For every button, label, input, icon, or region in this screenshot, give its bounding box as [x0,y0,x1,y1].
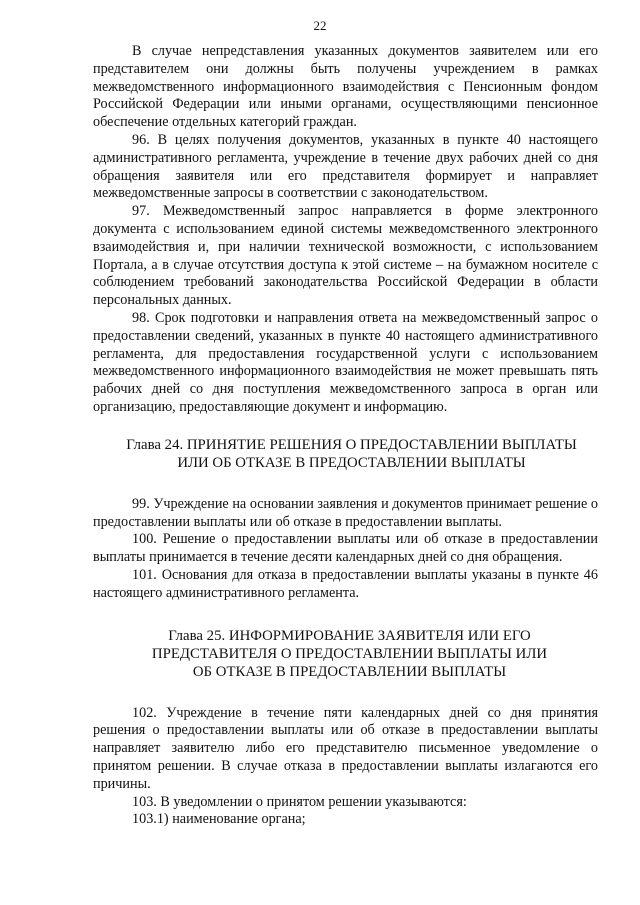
document-body [93,43,598,829]
paragraph-102: 102. Учреждение в течение пяти календарных дней со дня принятия решения о предоставлении выплаты или об отказе в предоставлении выплаты направляет заявителю либо его представителю письменное уведомление о принятом решении. В случае отказа в предоставлении выплаты излагаются его причины. [93,704,598,792]
chapter-25-heading-line-1: Глава 25. ИНФОРМИРОВАНИЕ ЗАЯВИТЕЛЯ ИЛИ ЕГО [168,627,531,644]
paragraph-98: 98. Срок подготовки и направления ответа на межведомственный запрос о предоставлении сведений, указанных в пункте 40 настоящего административного регламента, для предоставления государственной услуги с использованием межведомственного информационного взаимодействия не может превышать пять рабочих дней со дня поступления межведомственного запроса в орган или организацию, предоставляющие документ и информацию. [93,309,598,415]
paragraph-continuation: В случае непредставления указанных документов заявителем или его представителем они должны быть получены учреждением в рамках межведомственного информационного взаимодействия с Пенсионным фондом Российской Федерации или иными органами, осуществляющими пенсионное обеспечение отдельных категорий граждан. [93,43,598,131]
chapter-24-heading [93,436,598,472]
chapter-25-heading-line-3: ОБ ОТКАЗЕ В ПРЕДОСТАВЛЕНИИ ВЫПЛАТЫ [192,663,507,680]
paragraph-101: 101. Основания для отказа в предоставлении выплаты указаны в пункте 46 настоящего административного регламента. [93,566,598,601]
paragraph-103: 103. В уведомлении о принятом решении указываются: [132,793,467,810]
chapter-25-heading [93,627,598,681]
paragraph-103-1: 103.1) наименование органа; [132,811,306,828]
chapter-25-heading-line-2: ПРЕДСТАВИТЕЛЯ О ПРЕДОСТАВЛЕНИИ ВЫПЛАТЫ ИЛИ [151,645,548,662]
paragraph-96: 96. В целях получения документов, указанных в пункте 40 настоящего административного регламента, учреждение в течение двух рабочих дней со дня обращения заявителя или его представителя формирует и направляет межведомственные запросы в соответствии с законодательством. [93,131,598,202]
paragraph-100: 100. Решение о предоставлении выплаты или об отказе в предоставлении выплаты принимается в течение десяти календарных дней со дня обращения. [93,531,598,566]
paragraph-99: 99. Учреждение на основании заявления и документов принимает решение о предоставлении выплаты или об отказе в предоставлении выплаты. [93,495,598,530]
chapter-24-heading-line-2: ИЛИ ОБ ОТКАЗЕ В ПРЕДОСТАВЛЕНИИ ВЫПЛАТЫ [177,454,526,471]
page-number: 22 [313,18,327,33]
paragraph-97: 97. Межведомственный запрос направляется в форме электронного документа с использованием единой системы межведомственного электронного взаимодействия и, при наличии технической возможности, с использованием Портала, а в случае отсутствия доступа к этой системе – на бумажном носителе с соблюдением требований законодательства Российской Федерации в области персональных данных. [93,203,598,309]
chapter-24-heading-line-1: Глава 24. ПРИНЯТИЕ РЕШЕНИЯ О ПРЕДОСТАВЛЕНИИ ВЫПЛАТЫ [126,436,577,453]
